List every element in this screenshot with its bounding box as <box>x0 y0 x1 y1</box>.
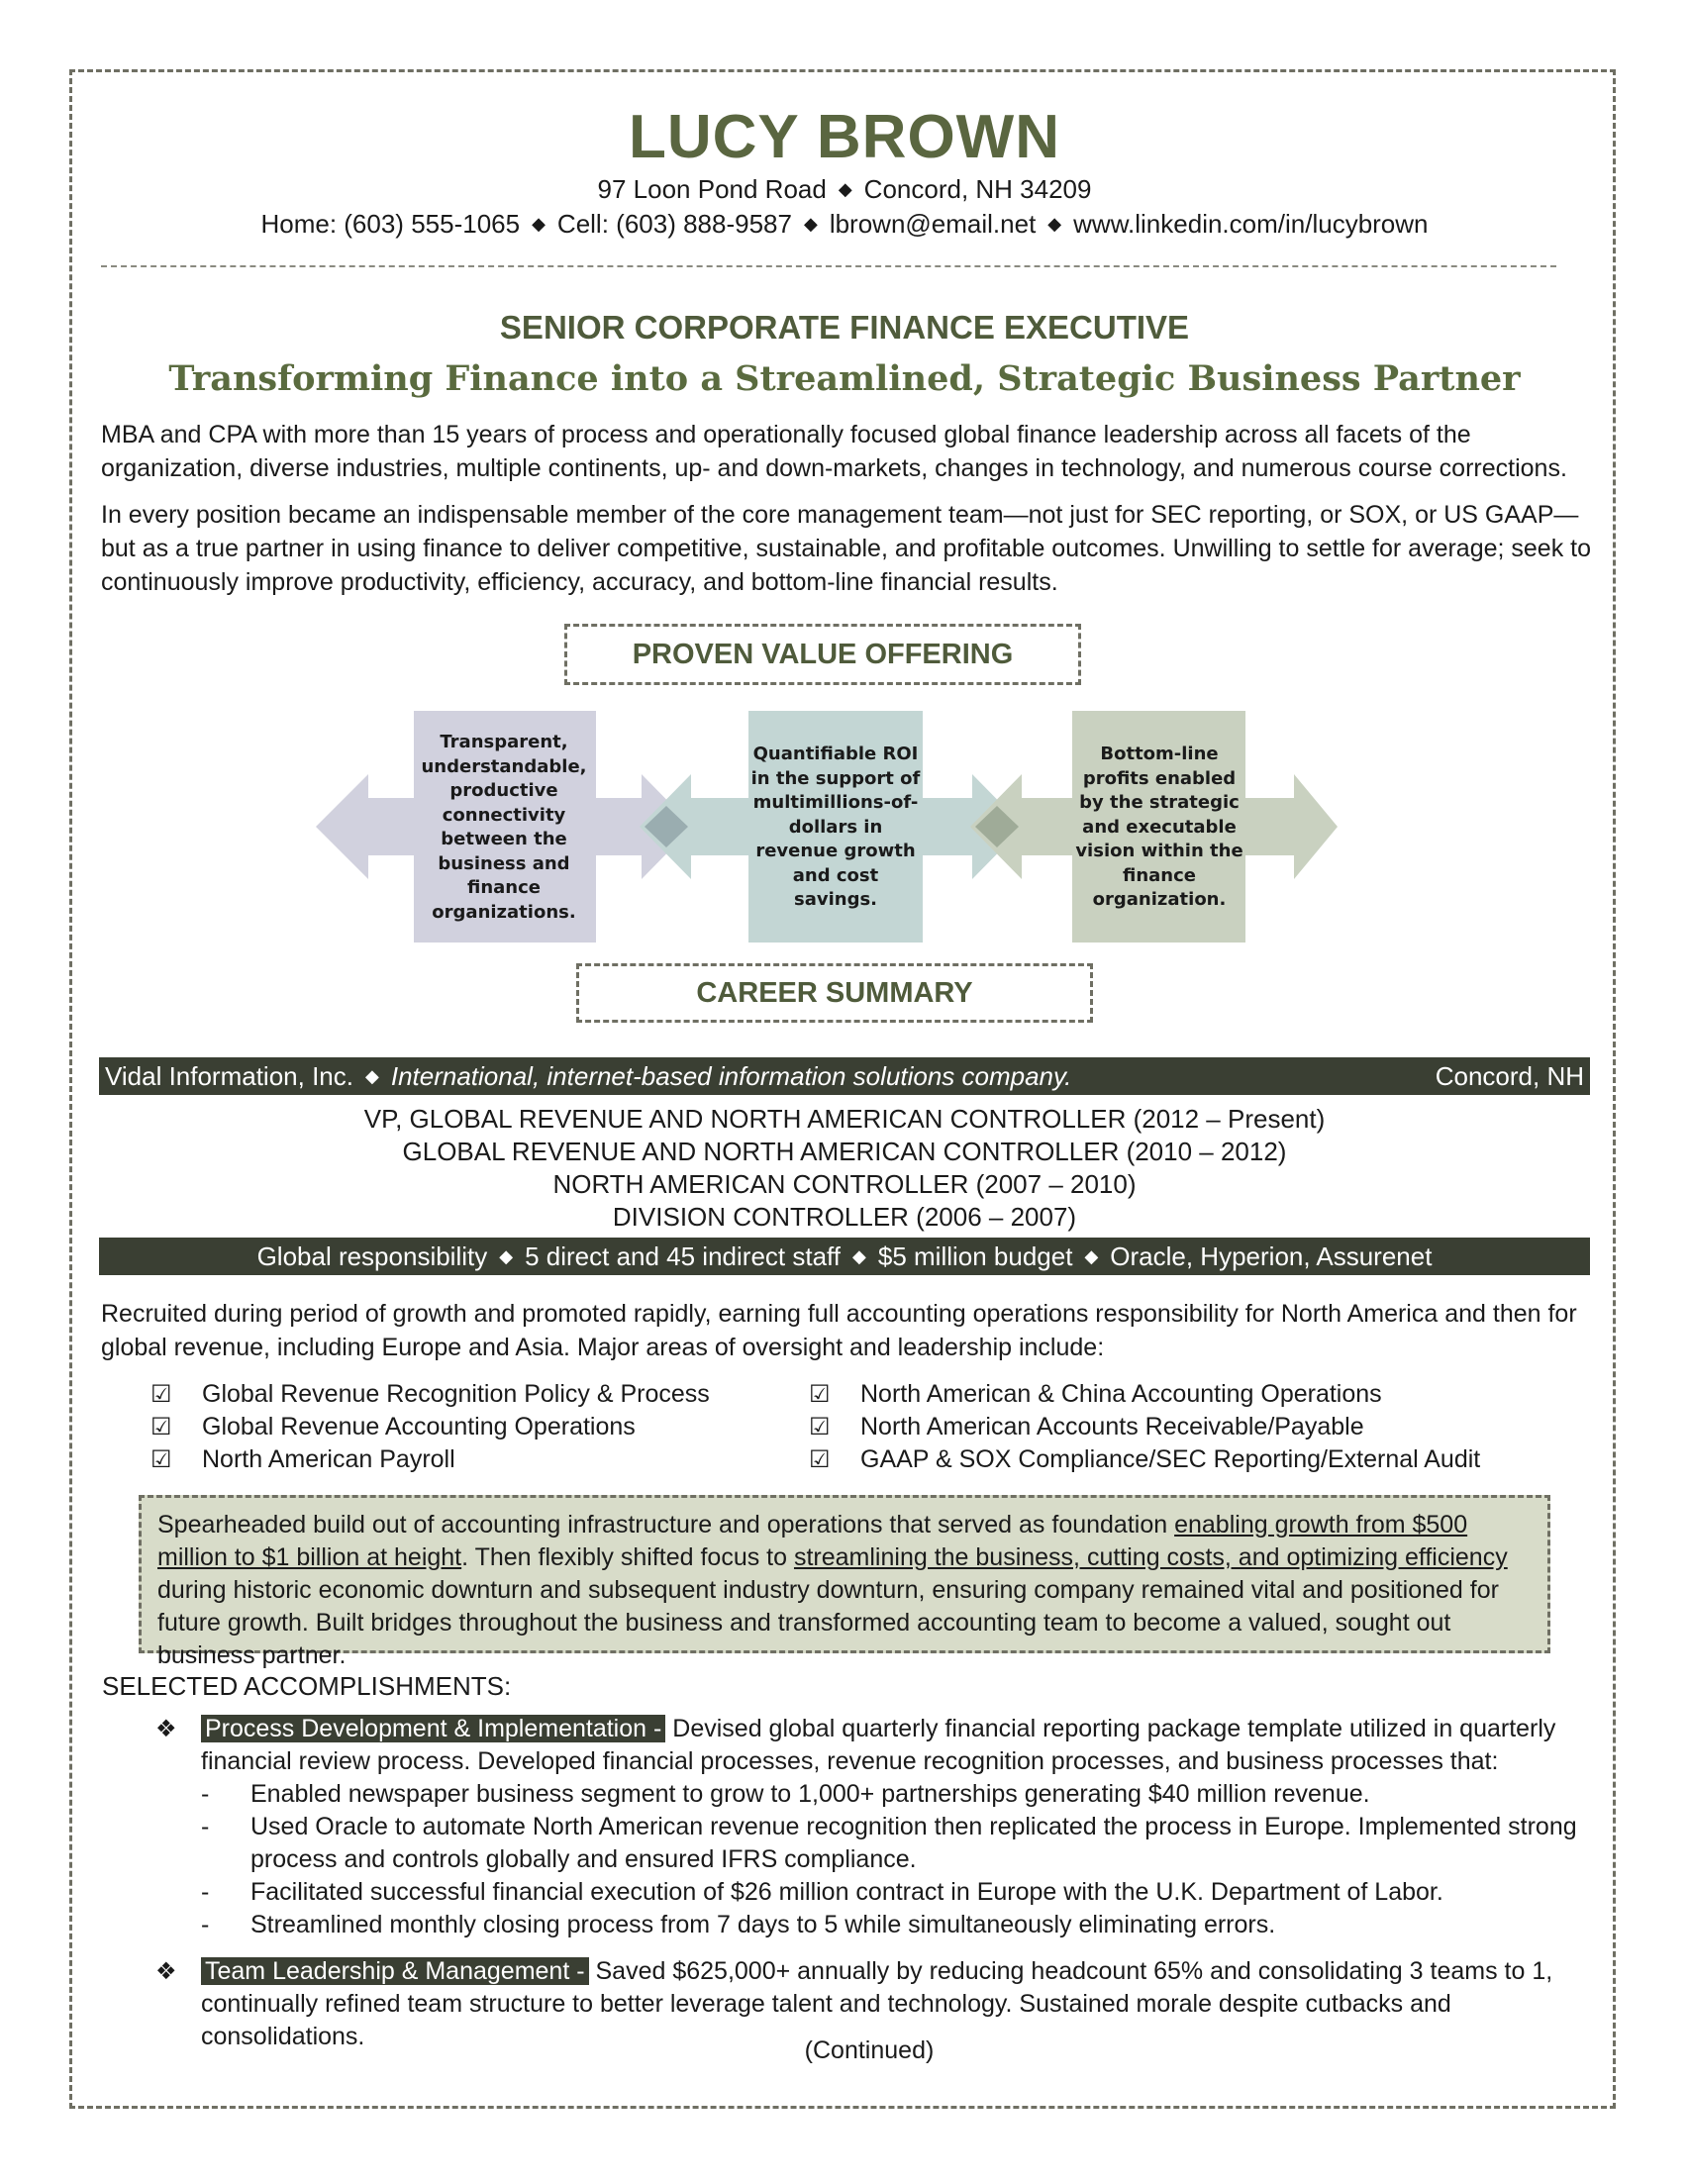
scope-budget: $5 million budget <box>877 1241 1073 1271</box>
separator-diamond: ◆ <box>1047 214 1062 234</box>
job-title: GLOBAL REVENUE AND NORTH AMERICAN CONTROLLER (2010 – 2012) <box>402 1137 1287 1166</box>
company-description: International, internet-based information solutions company. <box>390 1061 1072 1091</box>
dash-bullet: - <box>201 1878 210 1906</box>
career-intro: Recruited during period of growth and promoted rapidly, earning full accounting operations responsibility for North America and then for global revenue, including Europe and Asia. Major areas of oversight and leadership include: <box>101 1300 1577 1361</box>
list-item: ☑ Global Revenue Accounting Operations <box>150 1411 710 1443</box>
scope-responsibility: Global responsibility <box>256 1241 488 1271</box>
separator-diamond: ◆ <box>852 1246 866 1266</box>
bullet-diamond-icon: ❖ <box>155 1958 177 1985</box>
separator-diamond: ◆ <box>532 214 546 234</box>
value-item-1: Transparent, understandable, productive connectivity between the business and finance organizations. <box>421 732 587 923</box>
headline-subtitle: Transforming Finance into a Streamlined, Strategic Business Partner <box>168 358 1521 399</box>
company-name: Vidal Information, Inc. <box>105 1061 353 1091</box>
bullet-diamond-icon: ❖ <box>155 1716 177 1742</box>
value-item-3: Bottom-line profits enabled by the strategic and executable vision within the finance organization. <box>1075 744 1243 910</box>
sub-item: - Enabled newspaper business segment to grow to 1,000+ partnerships generating $40 million revenue. <box>250 1778 1581 1811</box>
oversight-list-left <box>150 1378 710 1476</box>
continued-note: (Continued) <box>804 2036 935 2064</box>
separator-diamond: ◆ <box>1084 1246 1099 1266</box>
checkbox-icon: ☑ <box>809 1381 831 1408</box>
headline-title: SENIOR CORPORATE FINANCE EXECUTIVE <box>499 309 1190 346</box>
highlight-box: Spearheaded build out of accounting infrastructure and operations that served as foundation enabling growth from $500 million to $1 billion at height. Then flexibly shifted focus to streamlining the business, cutting costs, and optimizing efficiency during historic economic downturn and subsequent industry downturn, ensuring company remained vital and positioned for future growth. Built bridges throughout the business and transformed accounting team to become a valued, sought out business partner. <box>139 1495 1550 1653</box>
checkbox-icon: ☑ <box>150 1381 172 1408</box>
accomplishment-item: ❖ Team Leadership & Management - Saved $625,000+ annually by reducing headcount 65% and consolidating 3 teams to 1, continually refined team structure to better leverage talent and technology. Sustained morale despite cutbacks and consolidations. <box>155 1957 1553 2050</box>
cell-phone: Cell: (603) 888-9587 <box>556 209 792 239</box>
accomplishment-tag: Team Leadership & Management - <box>201 1957 589 1985</box>
value-offering-heading: PROVEN VALUE OFFERING <box>564 624 1081 685</box>
city-state-zip: Concord, NH 34209 <box>863 174 1092 204</box>
checkbox-icon: ☑ <box>150 1446 172 1473</box>
linkedin-link[interactable]: www.linkedin.com/in/lucybrown <box>1073 209 1429 239</box>
underlined-phrase: streamlining the business, cutting costs, and optimizing efficiency <box>793 1543 1508 1571</box>
sub-item: - Streamlined monthly closing process from 7 days to 5 while simultaneously eliminating errors. <box>250 1909 1581 1941</box>
scope-bar <box>99 1238 1590 1275</box>
list-item: ☑ Global Revenue Recognition Policy & Process <box>150 1378 710 1411</box>
career-summary-heading: CAREER SUMMARY <box>576 963 1093 1023</box>
contact-line <box>0 209 1689 240</box>
separator-diamond: ◆ <box>838 179 852 199</box>
job-title: NORTH AMERICAN CONTROLLER (2007 – 2010) <box>552 1169 1137 1199</box>
checkbox-icon: ☑ <box>809 1446 831 1473</box>
sub-item: - Used Oracle to automate North American revenue recognition then replicated the process in Europe. Implemented strong process and controls globally and ensured IFRS compliance. <box>201 1813 1577 1873</box>
separator-diamond: ◆ <box>499 1246 514 1266</box>
accomplishment-item: ❖ Process Development & Implementation - Devised global quarterly financial reporting package template utilized in quarterly financial review process. Developed financial processes, revenue recognition processes, and business processes that: - Enabled newspaper business segment to grow to 1,000+ partnerships generating $40 million revenue. - Used Oracle to automate North American revenue recognition then replicated the process in Europe. Implemented strong process and controls globally and ensured IFRS compliance. - Facilitated successful financial execution of $26 million contract in Europe with the U.K. Department of Labor. - Streamlined monthly closing process from 7 days to 5 while simultaneously eliminating errors. <box>155 1713 1581 1941</box>
dash-bullet: - <box>201 1911 210 1938</box>
oversight-list-right <box>809 1378 1480 1476</box>
job-title: DIVISION CONTROLLER (2006 – 2007) <box>612 1202 1077 1232</box>
street-address: 97 Loon Pond Road <box>597 174 827 204</box>
dash-bullet: - <box>201 1813 210 1840</box>
checkbox-icon: ☑ <box>150 1414 172 1440</box>
address-line <box>0 174 1689 205</box>
candidate-name: LUCY BROWN <box>629 103 1060 171</box>
list-item: ☑ North American & China Accounting Operations <box>809 1378 1480 1411</box>
separator-diamond: ◆ <box>803 214 818 234</box>
underlined-phrase: enabling growth from $500 million to $1 billion at height <box>157 1511 1468 1571</box>
company-location: Concord, NH <box>1435 1061 1584 1091</box>
list-item: ☑ GAAP & SOX Compliance/SEC Reporting/External Audit <box>809 1443 1480 1476</box>
summary-paragraph-1: MBA and CPA with more than 15 years of process and operationally focused global finance leadership across all facets of the organization, diverse industries, multiple continents, up- and down-markets, changes in technology, and numerous course corrections. <box>101 421 1567 482</box>
sub-item: - Facilitated successful financial execution of $26 million contract in Europe with the U.K. Department of Labor. <box>250 1876 1581 1909</box>
separator-diamond: ◆ <box>365 1066 379 1086</box>
value-item-2: Quantifiable ROI in the support of multimillions-of-dollars in revenue growth and cost savings. <box>750 744 921 910</box>
email-link[interactable]: lbrown@email.net <box>829 209 1037 239</box>
header-divider <box>101 265 1556 267</box>
accomplishments-heading: SELECTED ACCOMPLISHMENTS: <box>102 1671 512 1701</box>
accomplishment-tag: Process Development & Implementation - <box>201 1715 665 1742</box>
scope-systems: Oracle, Hyperion, Assurenet <box>1110 1241 1433 1271</box>
list-item: ☑ North American Accounts Receivable/Payable <box>809 1411 1480 1443</box>
scope-staff: 5 direct and 45 indirect staff <box>525 1241 842 1271</box>
list-item: ☑ North American Payroll <box>150 1443 710 1476</box>
job-titles <box>0 1103 1689 1234</box>
dash-bullet: - <box>201 1780 210 1808</box>
summary-paragraph-2: In every position became an indispensable member of the core management team—not just for SEC reporting, or SOX, or US GAAP—but as a true partner in using finance to deliver competitive, sustainable, and profitable outcomes. Unwilling to settle for average; seek to continuously improve productivity, efficiency, accuracy, and bottom-line financial results. <box>101 501 1592 596</box>
company-bar <box>99 1057 1590 1095</box>
home-phone: Home: (603) 555-1065 <box>260 209 521 239</box>
job-title: VP, GLOBAL REVENUE AND NORTH AMERICAN CONTROLLER (2012 – Present) <box>363 1104 1326 1134</box>
checkbox-icon: ☑ <box>809 1414 831 1440</box>
